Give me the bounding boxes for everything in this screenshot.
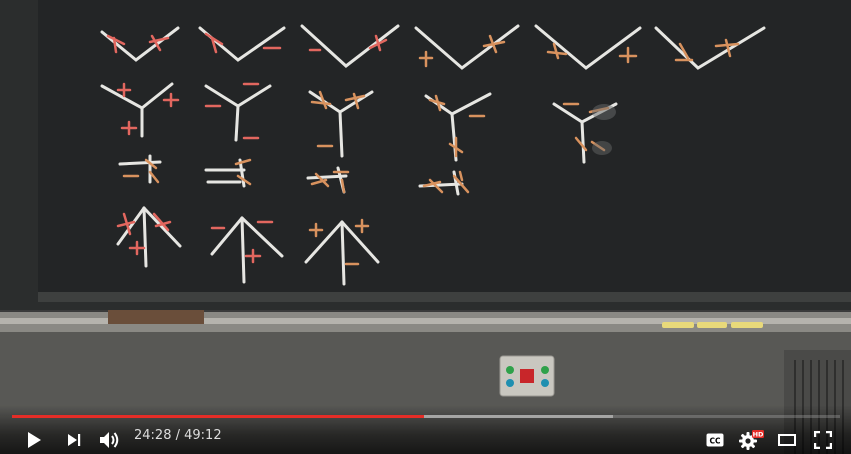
volume-icon — [99, 430, 121, 450]
green-button — [541, 366, 549, 374]
progress-bar[interactable] — [12, 415, 840, 418]
play-icon — [26, 431, 42, 449]
duration: 49:12 — [184, 428, 222, 443]
time-separator: / — [171, 428, 185, 443]
current-time: 24:28 — [134, 428, 172, 443]
player-controls — [0, 405, 851, 454]
captions-icon — [706, 433, 724, 447]
progress-played — [12, 415, 424, 418]
chalk-piece — [697, 322, 727, 328]
chalk-piece — [731, 322, 763, 328]
eraser — [108, 310, 204, 324]
green-button — [506, 366, 514, 374]
red-switch — [520, 369, 534, 383]
volume-button[interactable] — [92, 425, 128, 454]
next-icon — [67, 433, 81, 447]
teal-button — [541, 379, 549, 387]
hd-badge: HD — [752, 430, 764, 439]
theater-icon — [778, 434, 796, 446]
play-button[interactable] — [16, 425, 52, 454]
fullscreen-icon — [814, 431, 832, 449]
fullscreen-button[interactable] — [805, 425, 841, 454]
settings-button[interactable] — [733, 425, 769, 454]
captions-button[interactable] — [697, 425, 733, 454]
teal-button — [506, 379, 514, 387]
svg-text:CC: CC — [709, 436, 721, 446]
theater-mode-button[interactable] — [769, 425, 805, 454]
time-display — [134, 428, 222, 443]
chalk-piece — [662, 322, 694, 328]
settings-icon — [738, 429, 764, 451]
next-button[interactable] — [56, 425, 92, 454]
chalkboard-edge — [38, 292, 851, 302]
